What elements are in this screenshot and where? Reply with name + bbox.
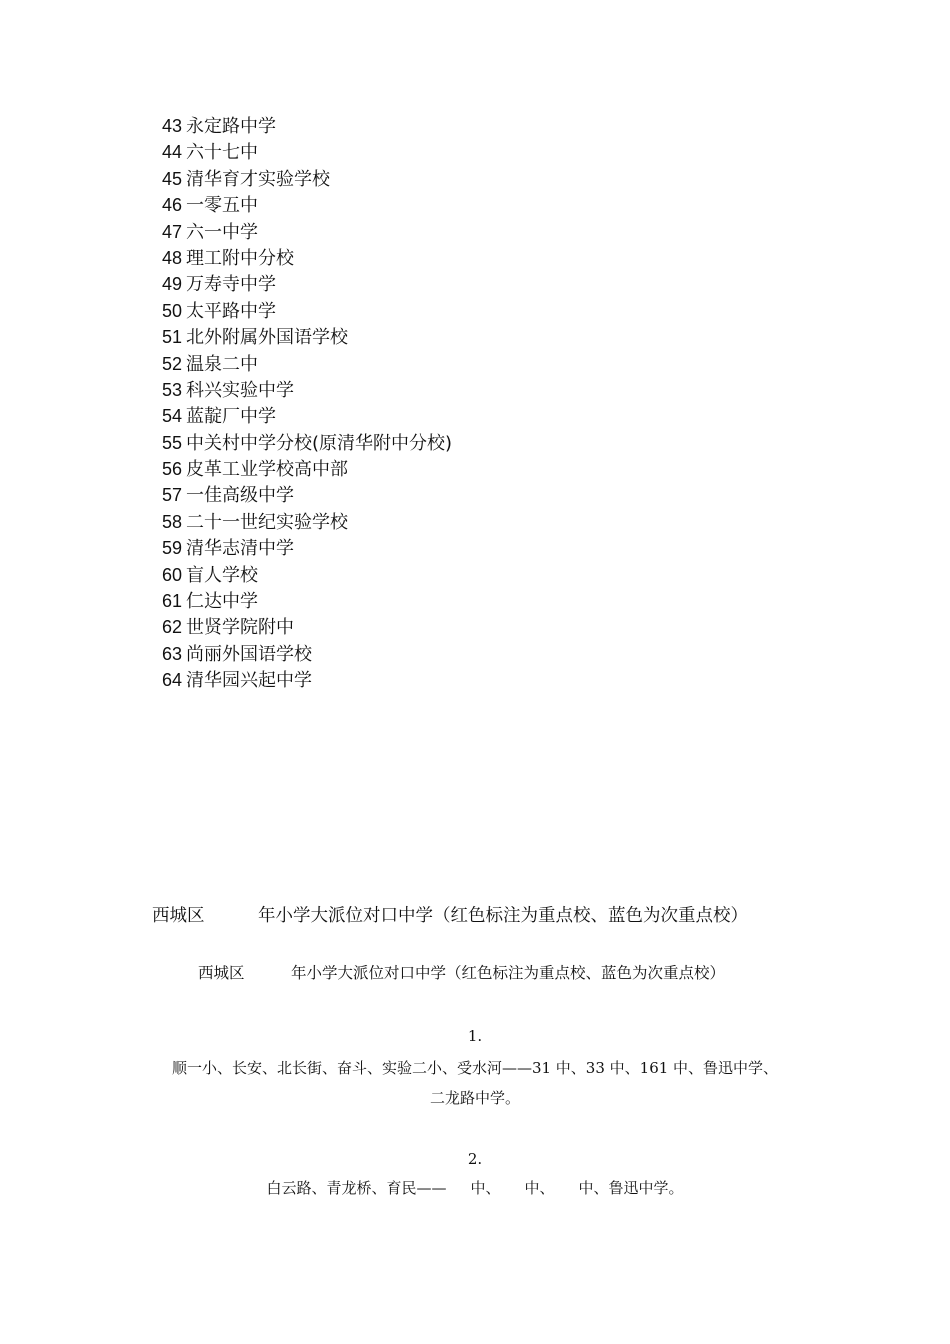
school-list: [162, 113, 452, 694]
list-item-number: 47: [162, 221, 183, 242]
list-item-number: 52: [162, 353, 183, 374]
list-item-name: 北外附属外国语学校: [186, 327, 349, 349]
item-1-line-1: 顺一小、长安、北长街、奋斗、实验二小、受水河——31 中、33 中、161 中、鲁迅中学、: [171, 1059, 779, 1077]
list-item: [162, 403, 452, 429]
list-item: [162, 298, 452, 324]
list-item-name: 理工附中分校: [186, 247, 295, 269]
list-item-name: 中关村中学分校(原清华附中分校): [186, 432, 453, 454]
list-item-number: 46: [162, 195, 183, 216]
list-item-number: 54: [162, 406, 183, 427]
list-item: [162, 535, 452, 561]
list-item-number: 49: [162, 274, 183, 295]
list-item: [162, 166, 452, 192]
item-1-text: [0, 1053, 950, 1113]
list-item-name: 仁达中学: [186, 591, 259, 613]
list-item: [162, 456, 452, 482]
list-item-name: 温泉二中: [186, 353, 259, 375]
list-item: [162, 430, 452, 456]
list-item: [162, 377, 452, 403]
list-item-number: 58: [162, 511, 183, 532]
list-item-number: 62: [162, 617, 183, 638]
list-item-name: 盲人学校: [186, 564, 259, 586]
item-2-part-1: 白云路、青龙桥、育民——: [266, 1179, 447, 1197]
item-2-number: 2.: [467, 1150, 483, 1168]
list-item-number: 57: [162, 485, 183, 506]
list-item-name: 清华志清中学: [186, 538, 295, 560]
list-item: [162, 271, 452, 297]
list-item: [162, 614, 452, 640]
list-item: [162, 562, 452, 588]
list-item: [162, 192, 452, 218]
list-item-number: 53: [162, 379, 183, 400]
list-item-name: 万寿寺中学: [186, 274, 277, 296]
list-item: [162, 245, 452, 271]
list-item-number: 45: [162, 168, 183, 189]
list-item: [162, 351, 452, 377]
list-item-name: 二十一世纪实验学校: [186, 511, 349, 533]
list-item-name: 一零五中: [186, 195, 259, 217]
list-item-name: 永定路中学: [186, 116, 277, 137]
list-item-name: 科兴实验中学: [186, 379, 295, 401]
list-item-number: 55: [162, 432, 183, 453]
item-1-number: 1.: [467, 1027, 483, 1045]
list-item: [162, 509, 452, 535]
list-item-number: 50: [162, 300, 183, 321]
list-item: [162, 324, 452, 350]
list-item-number: 44: [162, 142, 183, 163]
list-item: [162, 667, 452, 693]
list-item-number: 64: [162, 670, 183, 691]
list-item: [162, 113, 452, 139]
list-item-name: 尚丽外国语学校: [186, 643, 313, 665]
list-item: [162, 588, 452, 614]
list-item: [162, 219, 452, 245]
list-item-name: 清华育才实验学校: [186, 168, 331, 190]
list-item-name: 六十七中: [186, 142, 259, 164]
list-item: [162, 641, 452, 667]
item-1-line-2: 二龙路中学。: [429, 1089, 520, 1107]
list-item-name: 蓝靛厂中学: [186, 406, 277, 428]
list-item-number: 63: [162, 643, 183, 664]
list-item-number: 61: [162, 591, 183, 612]
subheading-title: 年小学大派位对口中学（红色标注为重点校、蓝色为次重点校）: [291, 964, 726, 982]
list-item-name: 世贤学院附中: [186, 617, 295, 639]
list-item: [162, 482, 452, 508]
list-item-name: 清华园兴起中学: [186, 670, 313, 692]
list-item-number: 56: [162, 459, 183, 480]
item-2-text: [0, 1176, 950, 1200]
item-2-part-3: 中、: [524, 1179, 555, 1197]
item-2-part-2: 中、: [470, 1179, 501, 1197]
subheading-district: 西城区: [198, 964, 245, 982]
heading-title: 年小学大派位对口中学（红色标注为重点校、蓝色为次重点校）: [258, 906, 748, 926]
list-item-name: 六一中学: [186, 221, 259, 243]
list-item-number: 60: [162, 564, 183, 585]
list-item-name: 皮革工业学校高中部: [186, 459, 349, 481]
list-item-number: 43: [162, 116, 183, 136]
list-item-name: 太平路中学: [186, 300, 277, 322]
heading-district: 西城区: [152, 906, 205, 926]
list-item-name: 一佳高级中学: [186, 485, 295, 507]
list-item-number: 48: [162, 247, 183, 268]
list-item: [162, 139, 452, 165]
item-2-part-4: 中、鲁迅中学。: [578, 1179, 684, 1197]
list-item-number: 51: [162, 327, 183, 348]
list-item-number: 59: [162, 538, 183, 559]
